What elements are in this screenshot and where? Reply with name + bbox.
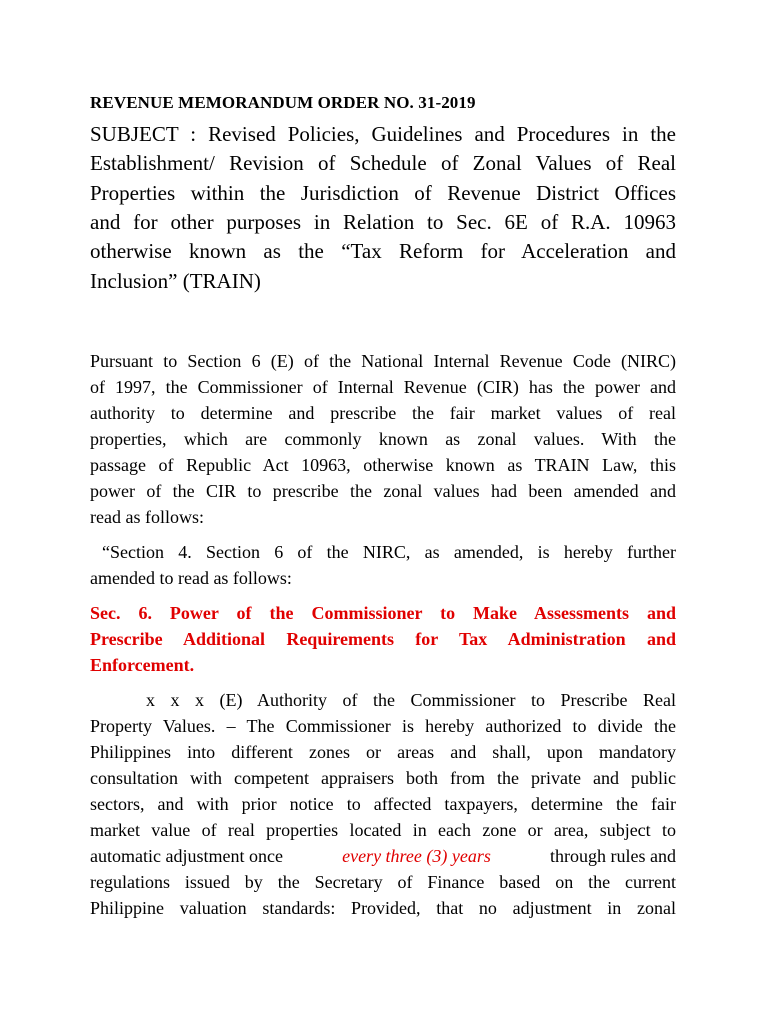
paragraph-line: properties, which are commonly known as zonal values. With the	[90, 429, 676, 449]
quote-line: “Section 4. Section 6 of the NIRC, as amended, is hereby further	[102, 542, 676, 562]
paragraph-line: Philippine valuation standards: Provided, that no adjustment in zonal	[90, 898, 676, 918]
paragraph-line: read as follows:	[90, 507, 204, 527]
subject-line: Establishment/ Revision of Schedule of Zonal Values of Real	[90, 151, 676, 175]
document-title: REVENUE MEMORANDUM ORDER NO. 31-2019	[90, 93, 476, 112]
quote-line: amended to read as follows:	[90, 568, 292, 588]
adjustment-text: automatic adjustment once	[90, 846, 283, 866]
paragraph-line: authority to determine and prescribe the fair market values of real	[90, 403, 676, 423]
highlight-every-three-years: every three (3) years	[342, 846, 491, 866]
section-heading-line: Enforcement.	[90, 655, 195, 675]
adjustment-text: through rules and	[550, 846, 676, 866]
subject-line: Inclusion” (TRAIN)	[90, 269, 261, 293]
subject-line: otherwise known as the “Tax Reform for Acceleration and	[90, 239, 676, 263]
subject-line: and for other purposes in Relation to Sec. 6E of R.A. 10963	[90, 210, 676, 234]
paragraph-line: Pursuant to Section 6 (E) of the National Internal Revenue Code (NIRC)	[90, 351, 676, 371]
subject-line: SUBJECT : Revised Policies, Guidelines and Procedures in the	[90, 122, 676, 146]
section-heading-line: Prescribe Additional Requirements for Tax Administration and	[90, 629, 676, 649]
paragraph-line	[90, 847, 676, 865]
paragraph-line: regulations issued by the Secretary of Finance based on the current	[90, 872, 676, 892]
paragraph-line: power of the CIR to prescribe the zonal values had been amended and	[90, 481, 676, 501]
subject-line: Properties within the Jurisdiction of Revenue District Offices	[90, 181, 676, 205]
paragraph-line: sectors, and with prior notice to affected taxpayers, determine the fair	[90, 794, 676, 814]
paragraph-line: Philippines into different zones or areas and shall, upon mandatory	[90, 742, 676, 762]
paragraph-line: consultation with competent appraisers both from the private and public	[90, 768, 676, 788]
paragraph-line: x x x (E) Authority of the Commissioner to Prescribe Real	[146, 690, 676, 710]
paragraph-line: passage of Republic Act 10963, otherwise known as TRAIN Law, this	[90, 455, 676, 475]
paragraph-line: of 1997, the Commissioner of Internal Revenue (CIR) has the power and	[90, 377, 676, 397]
paragraph-line: Property Values. – The Commissioner is hereby authorized to divide the	[90, 716, 676, 736]
paragraph-line: market value of real properties located in each zone or area, subject to	[90, 820, 676, 840]
section-heading-line: Sec. 6. Power of the Commissioner to Make Assessments and	[90, 603, 676, 623]
